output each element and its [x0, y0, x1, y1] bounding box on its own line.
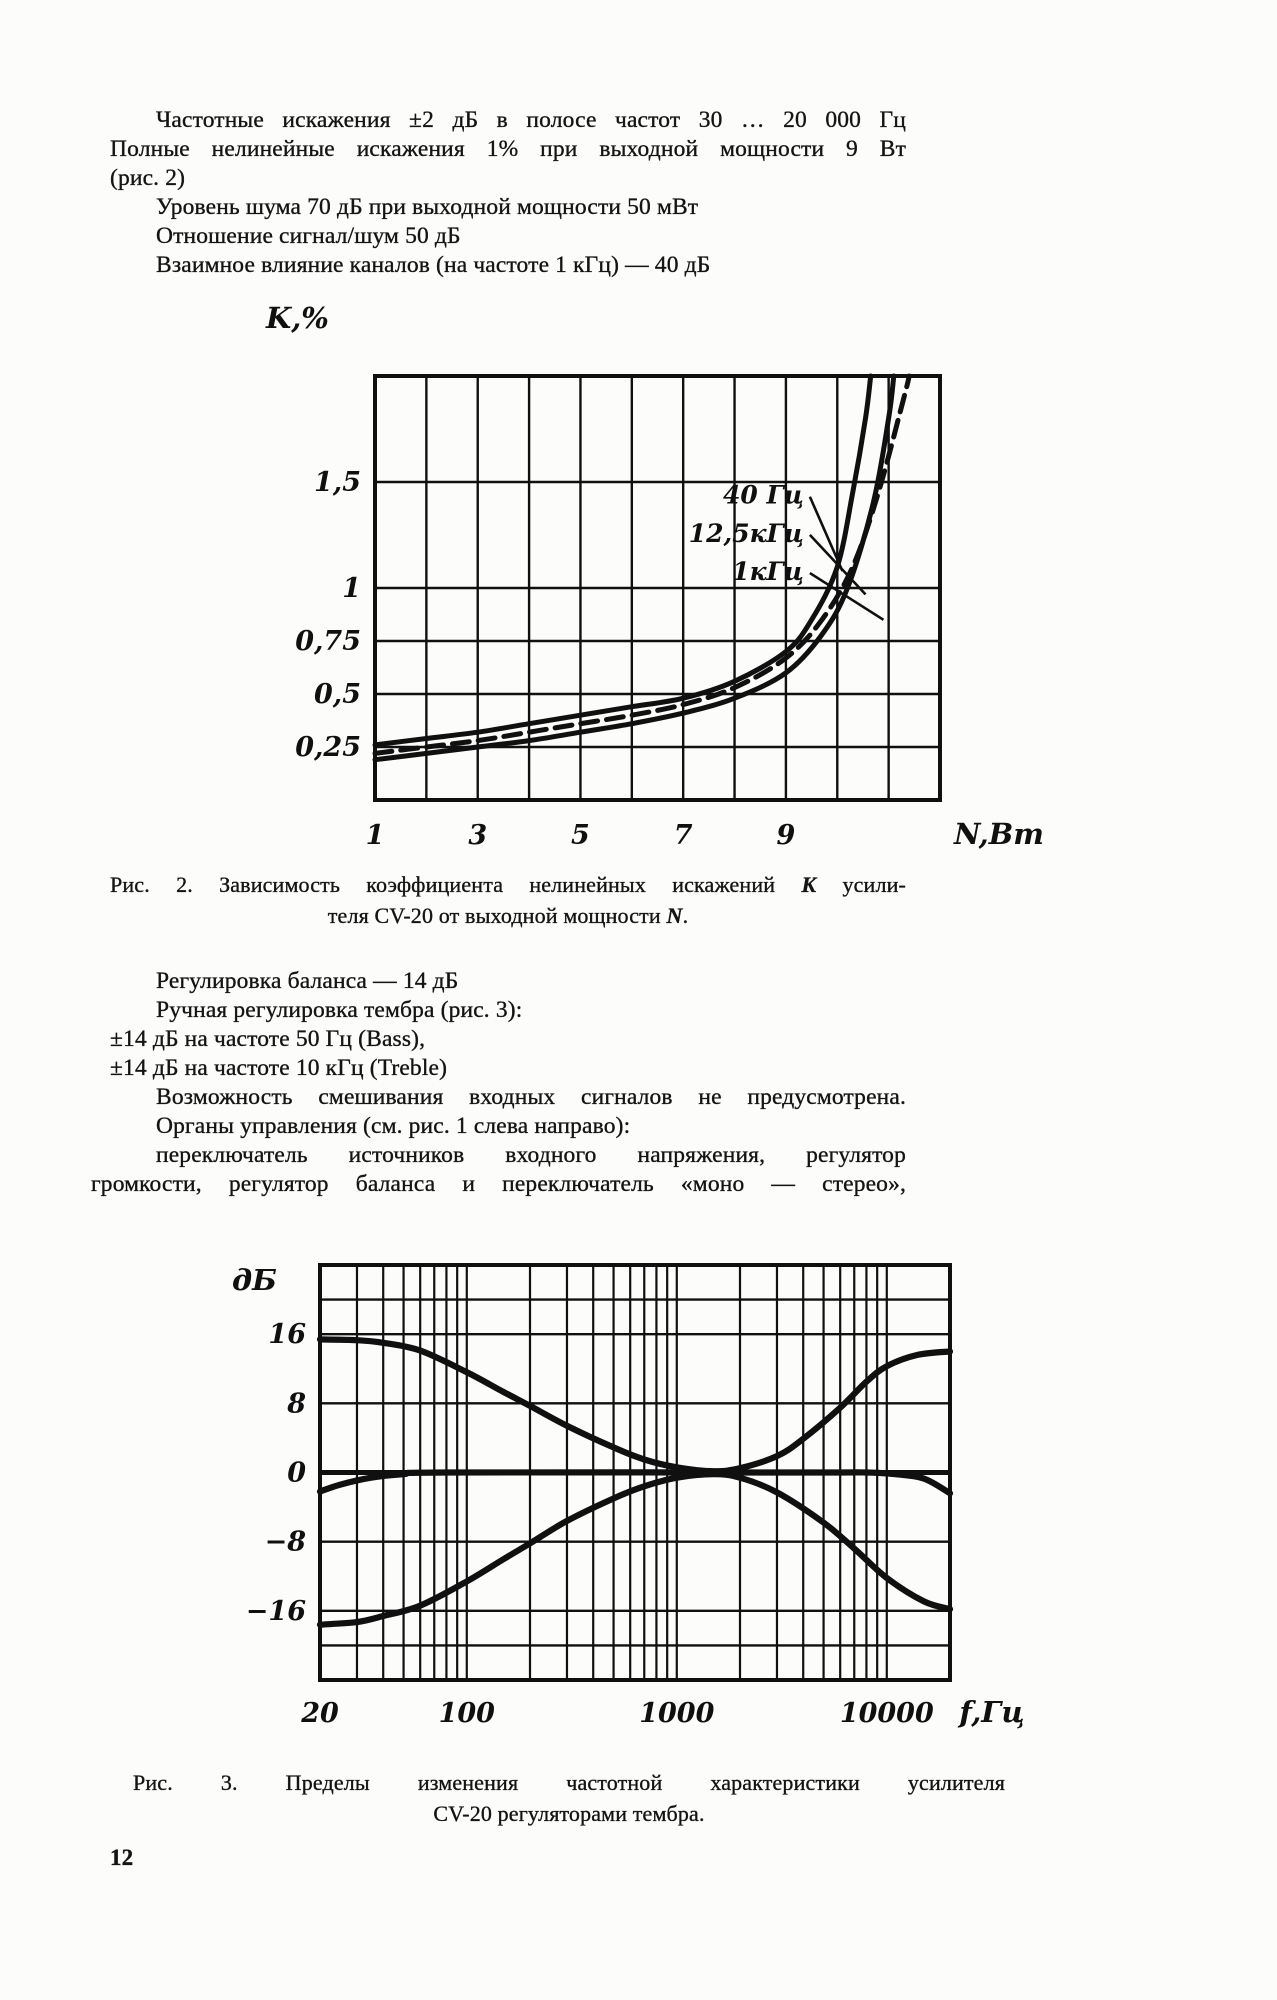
figure2-caption	[110, 869, 906, 931]
figure2-distortion-chart	[230, 280, 1050, 860]
symbol-K: K	[801, 872, 817, 897]
x-tick-label: 1000	[639, 1698, 715, 1729]
y-tick-label: 1	[342, 573, 361, 604]
y-tick-label: 0	[287, 1457, 306, 1489]
figure3-caption	[133, 1767, 1005, 1829]
y-tick-label: 0,25	[295, 732, 361, 763]
spec-line: Регулировка баланса — 14 дБ	[156, 968, 459, 994]
caption-text: .	[682, 903, 689, 928]
spec-line: ±14 дБ на частоте 50 Гц (Bass),	[110, 1026, 426, 1052]
page-number: 12	[110, 1845, 134, 1870]
figure3-tone-control-chart	[170, 1230, 1050, 1770]
y-tick-label: 1,5	[314, 467, 361, 498]
spec-line: Возможность смешивания входных сигналов не предусмотрена.	[156, 1084, 906, 1110]
y-tick-label: 0,5	[314, 679, 361, 710]
x-tick-label: 10000	[839, 1698, 934, 1729]
spec-line: ±14 дБ на частоте 10 кГц (Treble)	[110, 1055, 448, 1081]
x-tick-label: 3	[468, 820, 488, 851]
figure2-caption-line2	[110, 900, 906, 931]
figure3-caption-line2: CV-20 регуляторами тембра.	[433, 1801, 705, 1826]
spec-line: Отношение сигнал/шум 50 дБ	[156, 223, 461, 249]
symbol-N: N	[666, 903, 683, 928]
specs-paragraph-top	[110, 106, 906, 280]
y-tick-label: −16	[245, 1595, 306, 1627]
specs-paragraph-middle	[91, 967, 906, 1199]
spec-line: Частотные искажения ±2 дБ в полосе частот 30 … 20 000 Гц	[156, 107, 906, 133]
spec-line: Органы управления (см. рис. 1 слева направо):	[156, 1113, 631, 1139]
spec-line: Взаимное влияние каналов (на частоте 1 кГц) — 40 дБ	[156, 252, 711, 278]
y-axis-title: дБ	[232, 1263, 277, 1297]
curve-2	[375, 376, 909, 753]
x-tick-label: 9	[776, 820, 796, 851]
x-axis-title: N,Вт	[954, 817, 1044, 851]
y-tick-label: 0,75	[295, 626, 361, 657]
spec-line: переключатель источников входного напряжения, регулятор	[156, 1142, 906, 1168]
curve-label: 1кГц	[732, 557, 804, 587]
x-tick-label: 7	[673, 820, 693, 851]
x-axis-title: f,Гц	[959, 1695, 1025, 1729]
spec-line: Ручная регулировка тембра (рис. 3):	[156, 997, 523, 1023]
figure3-caption-line1: Рис. 3. Пределы изменения частотной характеристики усилителя	[133, 1770, 1005, 1795]
figure2-caption-line1	[110, 869, 906, 900]
spec-line: громкости, регулятор баланса и переключатель «моно — стерео»,	[91, 1171, 906, 1197]
x-tick-label: 20	[301, 1698, 339, 1729]
y-tick-label: −8	[264, 1526, 306, 1558]
y-tick-label: 8	[287, 1388, 306, 1420]
x-tick-label: 1	[365, 820, 385, 851]
caption-text: усили-	[842, 872, 907, 897]
y-axis-title: K,%	[266, 301, 329, 335]
curve-2	[320, 1474, 950, 1625]
curve-label: 40 Гц	[723, 480, 804, 510]
curve-label: 12,5кГц	[688, 518, 804, 548]
caption-text: теля CV-20 от выходной мощности	[327, 903, 661, 928]
curve-1	[375, 376, 894, 760]
spec-line: (рис. 2)	[110, 165, 186, 191]
x-tick-label: 5	[571, 820, 590, 851]
curve-0	[320, 1339, 950, 1471]
x-tick-label: 100	[438, 1698, 495, 1729]
spec-line: Уровень шума 70 дБ при выходной мощности 50 мВт	[156, 194, 699, 220]
caption-text: Рис. 2. Зависимость коэффициента нелинейных искажений	[110, 872, 776, 897]
spec-line: Полные нелинейные искажения 1% при выходной мощности 9 Вт	[110, 136, 906, 162]
y-tick-label: 16	[268, 1319, 306, 1351]
